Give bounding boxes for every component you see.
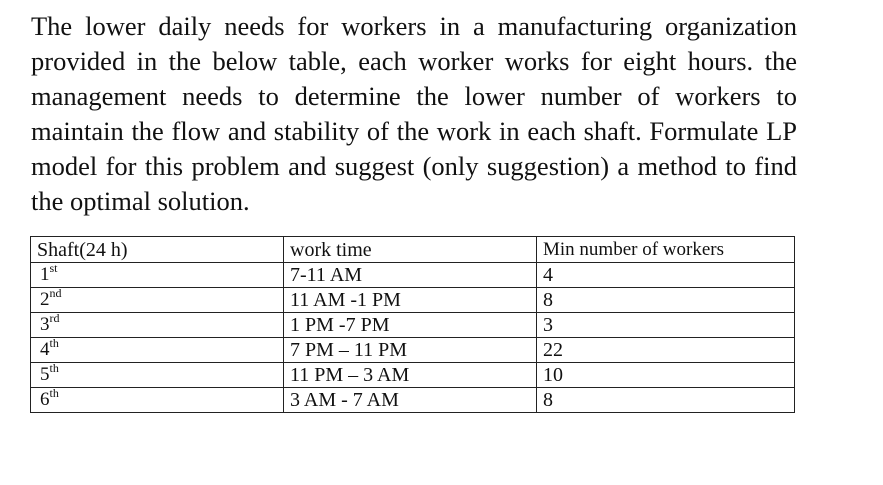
header-work-time: work time — [284, 237, 537, 263]
shift-cell — [31, 288, 284, 313]
shift-ordinal-suffix: rd — [49, 312, 60, 325]
min-workers-cell: 22 — [537, 338, 795, 363]
shift-cell — [31, 338, 284, 363]
problem-statement: The lower daily needs for workers in a manufacturing organization provided in the below table, each worker works for eight hours. the management needs to determine the lower number of workers to maintain the flow and stability of the work in each shaft. Formulate LP model for this problem and suggest (only suggestion) a method to find the optimal solution. — [31, 11, 797, 216]
min-workers-cell: 8 — [537, 288, 795, 313]
work-time-cell: 3 AM - 7 AM — [284, 388, 537, 413]
work-time-cell: 7 PM – 11 PM — [284, 338, 537, 363]
shift-ordinal-suffix: th — [49, 337, 59, 350]
work-time-cell: 11 AM -1 PM — [284, 288, 537, 313]
shift-ordinal-suffix: nd — [49, 287, 62, 300]
header-min-workers: Min number of workers — [537, 237, 795, 263]
shift-cell — [31, 363, 284, 388]
shift-cell — [31, 313, 284, 338]
table-row — [31, 363, 795, 388]
table-row — [31, 313, 795, 338]
shift-number: 1 — [40, 264, 50, 285]
min-workers-cell: 4 — [537, 263, 795, 288]
table-row — [31, 338, 795, 363]
shift-cell — [31, 263, 284, 288]
min-workers-cell: 10 — [537, 363, 795, 388]
shift-number: 3 — [40, 314, 50, 335]
shift-number: 6 — [40, 389, 50, 410]
shift-ordinal-suffix: th — [49, 362, 59, 375]
shift-ordinal-suffix: st — [49, 262, 58, 275]
shift-requirements-table — [30, 236, 795, 413]
table-header-row — [31, 237, 795, 263]
shift-number: 2 — [40, 289, 50, 310]
shift-ordinal-suffix: th — [49, 387, 59, 400]
work-time-cell: 11 PM – 3 AM — [284, 363, 537, 388]
min-workers-cell: 8 — [537, 388, 795, 413]
shift-number: 4 — [40, 339, 50, 360]
table-row — [31, 263, 795, 288]
shift-number: 5 — [40, 364, 50, 385]
table-row — [31, 288, 795, 313]
table-row — [31, 388, 795, 413]
min-workers-cell: 3 — [537, 313, 795, 338]
work-time-cell: 7-11 AM — [284, 263, 537, 288]
header-shift: Shaft(24 h) — [31, 237, 284, 263]
shift-cell — [31, 388, 284, 413]
work-time-cell: 1 PM -7 PM — [284, 313, 537, 338]
